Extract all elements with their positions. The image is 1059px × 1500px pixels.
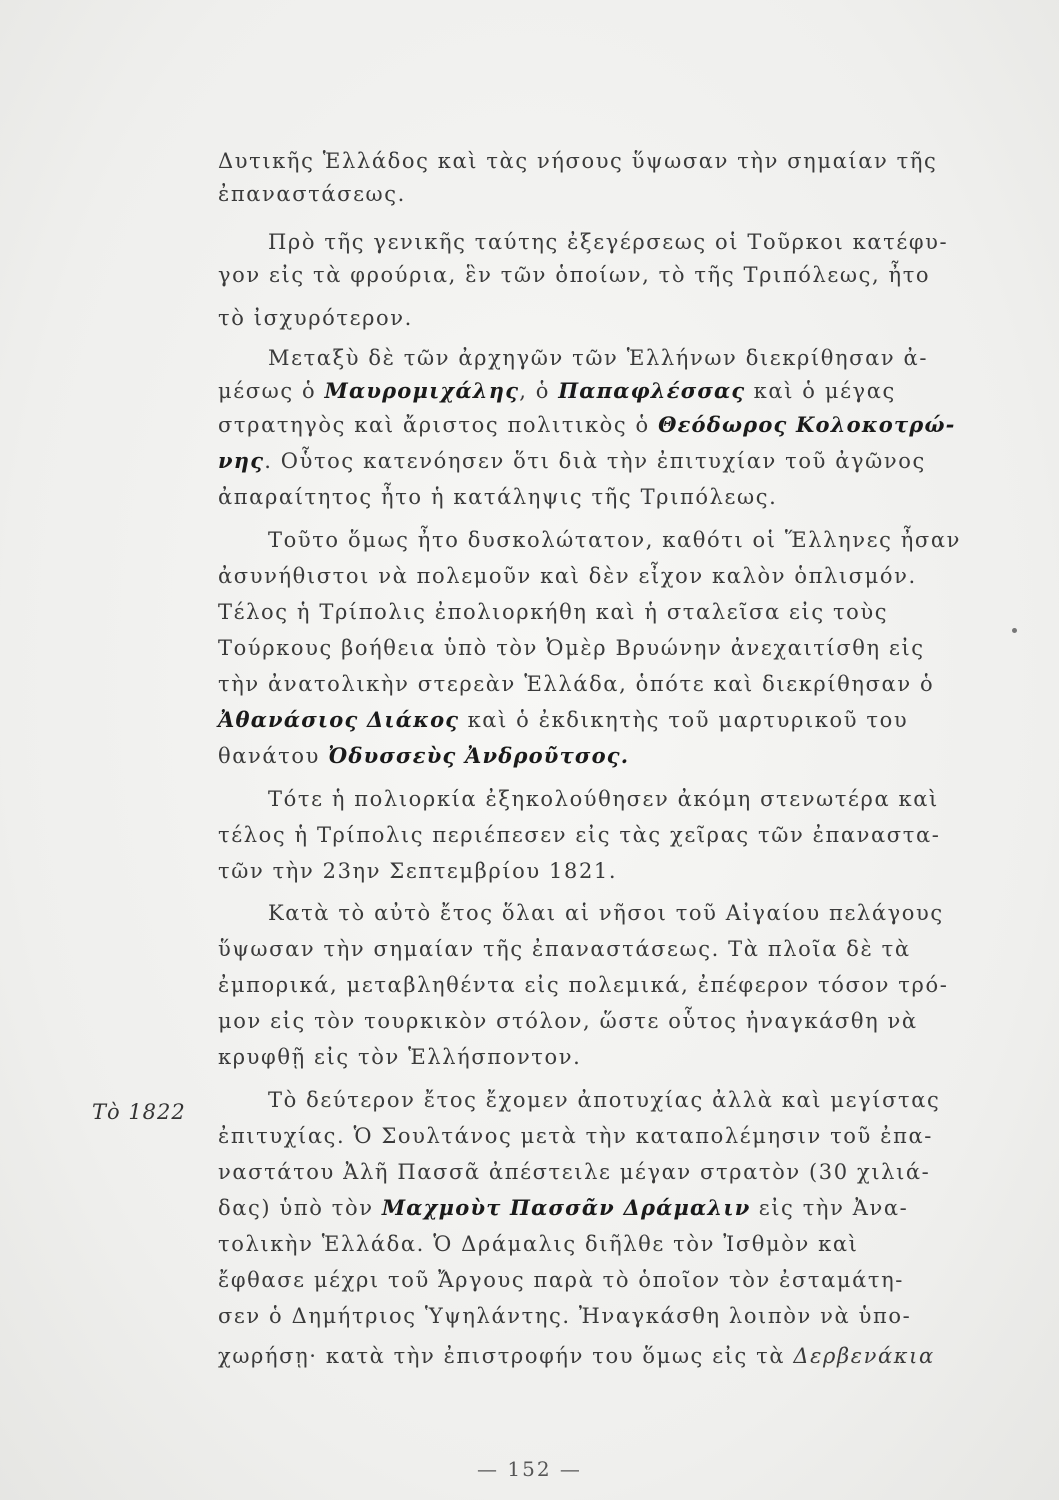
bold-name: Μαχμοὺτ Πασσᾶν Δράμαλιν [381,1195,751,1220]
text-segment: Τότε ἡ πολιορκία ἐξηκολούθησεν ἀκόμη στενωτέρα καὶ [268,787,939,811]
text-segment: γον εἰς τὰ φρούρια, ἓν τῶν ὁποίων, τὸ τῆς Τριπόλεως, ἦτο [218,263,931,287]
text-line [218,260,978,290]
text-line [268,525,978,555]
text-line [218,669,978,699]
text-segment: χωρήσῃ· κατὰ τὴν ἐπιστροφήν του ὅμως εἰς τὰ [218,1344,794,1368]
text-line [268,1085,978,1115]
text-line [268,784,978,814]
text-line [218,970,978,1000]
text-segment: Δυτικῆς Ἑλλάδος καὶ τὰς νήσους ὕψωσαν τὴν σημαίαν τῆς [218,149,938,173]
text-segment: θανάτου [218,744,329,768]
text-line [268,343,978,373]
text-segment: Πρὸ τῆς γενικῆς ταύτης ἐξεγέρσεως οἱ Τοῦρκοι κατέφυ- [268,230,949,254]
text-line [268,227,978,257]
bold-name: Θεόδωρος Κολοκοτρώ- [658,412,956,437]
text-segment: κρυφθῇ εἰς τὸν Ἑλλήσποντον. [218,1045,582,1069]
text-segment: τὴν ἀνατολικὴν στερεὰν Ἑλλάδα, ὁπότε καὶ διεκρίθησαν ὁ [218,672,935,696]
italic-place-name: Δερβενάκια [793,1344,935,1368]
text-segment: ἐπαναστάσεως. [218,182,406,206]
text-line [218,1042,978,1072]
text-segment: ὕψωσαν τὴν σημαίαν τῆς ἐπαναστάσεως. Τὰ πλοῖα δὲ τὰ [218,937,911,961]
text-line [218,856,978,886]
text-line [218,633,978,663]
bold-name: Ἀθανάσιος Διάκος [218,707,460,732]
text-segment: Τὸ δεύτερον ἔτος ἔχομεν ἀποτυχίας ἀλλὰ καὶ μεγίστας [268,1088,941,1112]
text-line [218,446,978,476]
text-line [218,410,978,440]
text-segment: ἐπιτυχίας. Ὁ Σουλτάνος μετὰ τὴν καταπολέμησιν τοῦ ἐπα- [218,1124,933,1148]
margin-note-year: Τὸ 1822 [92,1100,186,1124]
text-segment: Τοῦτο ὅμως ἦτο δυσκολώτατον, καθότι οἱ Ἕλληνες ἦσαν [268,528,961,552]
text-segment: στρατηγὸς καὶ ἄριστος πολιτικὸς ὁ [218,413,659,437]
text-segment: τὸ ἰσχυρότερον. [218,306,413,330]
text-segment: δας) ὑπὸ τὸν [218,1196,382,1220]
text-line [218,1193,978,1223]
text-line [218,303,978,333]
text-line [218,820,978,850]
text-segment: μέσως ὁ [218,379,325,403]
bold-name: νης [218,448,265,473]
text-segment: μον εἰς τὸν τουρκικὸν στόλον, ὥστε οὗτος ἠναγκάσθη νὰ [218,1009,918,1033]
page-number: — 152 — [477,1457,582,1481]
text-segment: καὶ ὁ ἐκδικητὴς τοῦ μαρτυρικοῦ του [459,708,909,732]
text-line [218,376,978,406]
text-line [218,561,978,591]
text-segment: , ὁ [519,379,559,403]
text-segment: Κατὰ τὸ αὐτὸ ἔτος ὅλαι αἱ νῆσοι τοῦ Αἰγαίου πελάγους [268,901,944,925]
text-segment: . Οὗτος κατενόησεν ὅτι διὰ τὴν ἐπιτυχίαν τοῦ ἀγῶνος [264,449,926,473]
text-line [218,705,978,735]
text-line [218,934,978,964]
paper-speck [1012,628,1017,633]
text-segment: σεν ὁ Δημήτριος Ὑψηλάντης. Ἠναγκάσθη λοιπὸν νὰ ὑπο- [218,1304,912,1328]
text-segment: ἀσυνήθιστοι νὰ πολεμοῦν καὶ δὲν εἶχον καλὸν ὁπλισμόν. [218,564,917,588]
text-line [218,1121,978,1151]
text-segment: Τέλος ἡ Τρίπολις ἐπολιορκήθη καὶ ἡ σταλεῖσα εἰς τοὺς [218,600,889,624]
text-segment: τολικὴν Ἑλλάδα. Ὁ Δράμαλις διῆλθε τὸν Ἰσθμὸν καὶ [218,1232,859,1256]
bold-name: Ὀδυσσεὺς Ἀνδροῦτσος. [328,743,630,768]
text-segment: ναστάτου Ἀλῆ Πασσᾶ ἀπέστειλε μέγαν στρατὸν (30 χιλιά- [218,1160,931,1184]
text-line [218,1006,978,1036]
text-segment: τέλος ἡ Τρίπολις περιέπεσεν εἰς τὰς χεῖρας τῶν ἐπαναστα- [218,823,941,847]
text-line [218,146,978,176]
text-line [218,179,978,209]
text-line [268,898,978,928]
text-segment: ἐμπορικά, μεταβληθέντα εἰς πολεμικά, ἐπέφερον τόσον τρό- [218,973,949,997]
text-line [218,1229,978,1259]
text-line [218,597,978,627]
bold-name: Μαυρομιχάλης [324,378,520,403]
text-line [218,741,978,771]
text-segment: καὶ ὁ μέγας [745,379,896,403]
text-segment: ἀπαραίτητος ἦτο ἡ κατάληψις τῆς Τριπόλεως. [218,485,778,509]
text-segment: ἔφθασε μέχρι τοῦ Ἄργους παρὰ τὸ ὁποῖον τὸν ἐσταμάτη- [218,1268,905,1292]
text-line [218,1301,978,1331]
text-line [218,1341,978,1371]
text-segment: εἰς τὴν Ἀνα- [750,1196,909,1220]
text-segment: Τούρκους βοήθεια ὑπὸ τὸν Ὀμὲρ Βρυώνην ἀνεχαιτίσθη εἰς [218,636,925,660]
bold-name: Παπαφλέσσας [558,378,746,403]
text-segment: τῶν τὴν 23ην Σεπτεμβρίου 1821. [218,859,618,883]
text-line [218,1265,978,1295]
text-line [218,482,978,512]
text-segment: Μεταξὺ δὲ τῶν ἀρχηγῶν τῶν Ἑλλήνων διεκρίθησαν ἀ- [268,346,929,370]
text-line [218,1157,978,1187]
